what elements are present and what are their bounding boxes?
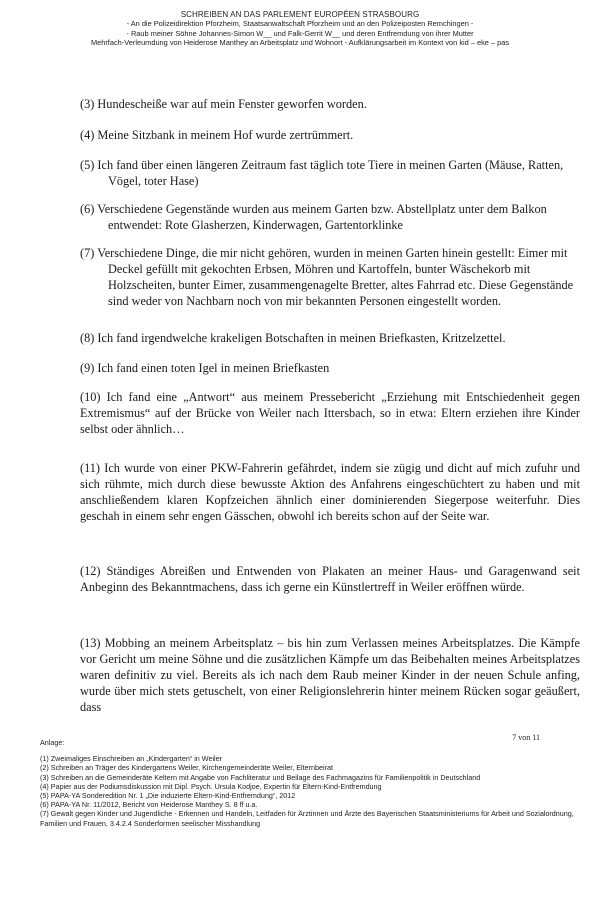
list-item: (5) Ich fand über einen längeren Zeitraum fast täglich tote Tiere in meinen Garten (Mäuse, Ratten, Vögel, toter Hase) — [80, 158, 564, 188]
page-number: 7 von 11 — [512, 733, 540, 742]
document-header — [40, 10, 560, 48]
header-line-recipients: - An die Polizeidirektion Pforzheim, Staatsanwaltschaft Pforzheim und an den Polizeiposten Remchingen - — [126, 19, 474, 29]
attachment-item: (6) PAPA-YA Nr. 11/2012, Bericht von Heiderose Manthey S. 8 ff u.a. — [40, 800, 258, 810]
attachment-item: (3) Schreiben an die Gemeinderäte Keltern mit Angabe von Fachliteratur und Beilage des Fachmagazins für Familienpolitik in Deutschland — [40, 772, 481, 782]
list-item: (6) Verschiedene Gegenstände wurden aus meinem Garten bzw. Abstellplatz unter dem Balkon entwendet: Rote Glasherzen, Kinderwagen, Gartentorklinke — [80, 202, 547, 232]
list-item: (10) Ich fand eine „Antwort“ aus meinem Pressebericht „Erziehung mit Entschiedenheit gegen Extremismus“ auf der Brücke von Weiler nach Ittersbach, so in etwa: Eltern erziehen ihre Kinder selbst oder ähnlich… — [80, 390, 580, 436]
header-title: SCHREIBEN AN DAS PARLEMENT EUROPÉEN STRASBOURG — [180, 10, 420, 19]
attachment-item: (5) PAPA-YA Sonderedition Nr. 1 „Die induzierte Eltern-Kind-Entfremdung“, 2012 — [40, 791, 296, 801]
attachment-item: (2) Schreiben an Träger des Kindergartens Weiler, Kirchengemeinderäte Weiler, Elternbeirat — [40, 763, 333, 773]
list-item: (12) Ständiges Abreißen und Entwenden von Plakaten an meiner Haus- und Garagenwand seit Anbeginn des Bekanntmachens, dass ich gerne ein Künstlertreff in Weiler eröffnen würde. — [80, 564, 580, 594]
list-item: (7) Verschiedene Dinge, die mir nicht gehören, wurden in meinen Garten hinein gestellt: Eimer mit Deckel gefüllt mit gekochten Erbsen, Möhren und Kartoffeln, bunter Wäschekorb mit Holzscheiten, bunter Eimer, zusammengenagelte Bretter, altes Fahrrad etc. Diese Gegenstände sind weder von Nachbarn noch von mir bekannten Personen eingestellt worden. — [80, 246, 574, 308]
list-item: (3) Hundescheiße war auf mein Fenster geworfen worden. — [80, 97, 367, 111]
header-line-subject: - Raub meiner Söhne Johannes-Simon W__ und Falk-Gerrit W__ und deren Entfremdung von ihrer Mutter — [126, 28, 474, 38]
list-item: (8) Ich fand irgendwelche krakeligen Botschaften in meinen Briefkasten, Kritzelzettel. — [80, 331, 506, 345]
header-line-context: Mehrfach-Verleumdung von Heiderose Manthey an Arbeitsplatz und Wohnort - Aufklärungsarbeit im Kontext von kid – eke – pas — [90, 38, 510, 48]
list-item: (9) Ich fand einen toten Igel in meinen Briefkasten — [80, 361, 330, 375]
attachment-item: (1) Zweimaliges Einschreiben an „Kindergarten“ in Weiler — [40, 754, 223, 764]
attachments-list — [40, 738, 580, 828]
attachment-item: (7) Gewalt gegen Kinder und Jugendliche - Erkennen und Handeln, Leitfaden für Ärztinnen und Ärzte des Bayerischen Staatsministeriums für Arbeit und Sozialordnung, Familien und Frauen, 3.4.2.4 Sonderformen seelischer Misshandlung — [40, 809, 574, 828]
attachments-title: Anlage: — [40, 738, 65, 747]
list-item: (13) Mobbing an meinem Arbeitsplatz – bis hin zum Verlassen meines Arbeitsplatzes. Die Kämpfe vor Gericht um meine Söhne und die zusätzlichen Kämpfe um das Beibehalten meines Arbeitsplatzes waren definitiv zu viel. Bereits als ich nach dem Raub meiner Kinder in der neuen Schule anfing, wurde über mich stets getuschelt, von einer Religionslehrerin hinter meinem Rücken sogar geäußert, dass — [80, 636, 580, 714]
list-item: (11) Ich wurde von einer PKW-Fahrerin gefährdet, indem sie zügig und dicht auf mich zufuhr und sich rühmte, mich durch diese bewusste Aktion des Anfahrens eingeschüchtert zu haben und mit anschließendem klaren Kopfzeichen ähnlich einer dominierenden Siegerpose weiterfuhr. Dies geschah in einem sehr engen Gässchen, obwohl ich bereits schon auf der Seite war. — [80, 461, 580, 523]
list-item: (4) Meine Sitzbank in meinem Hof wurde zertrümmert. — [80, 128, 354, 142]
attachment-item: (4) Papier aus der Podiumsdiskussion mit Dipl. Psych. Ursula Kodjoe, Expertin für Eltern-Kind-Entfremdung — [40, 781, 382, 791]
